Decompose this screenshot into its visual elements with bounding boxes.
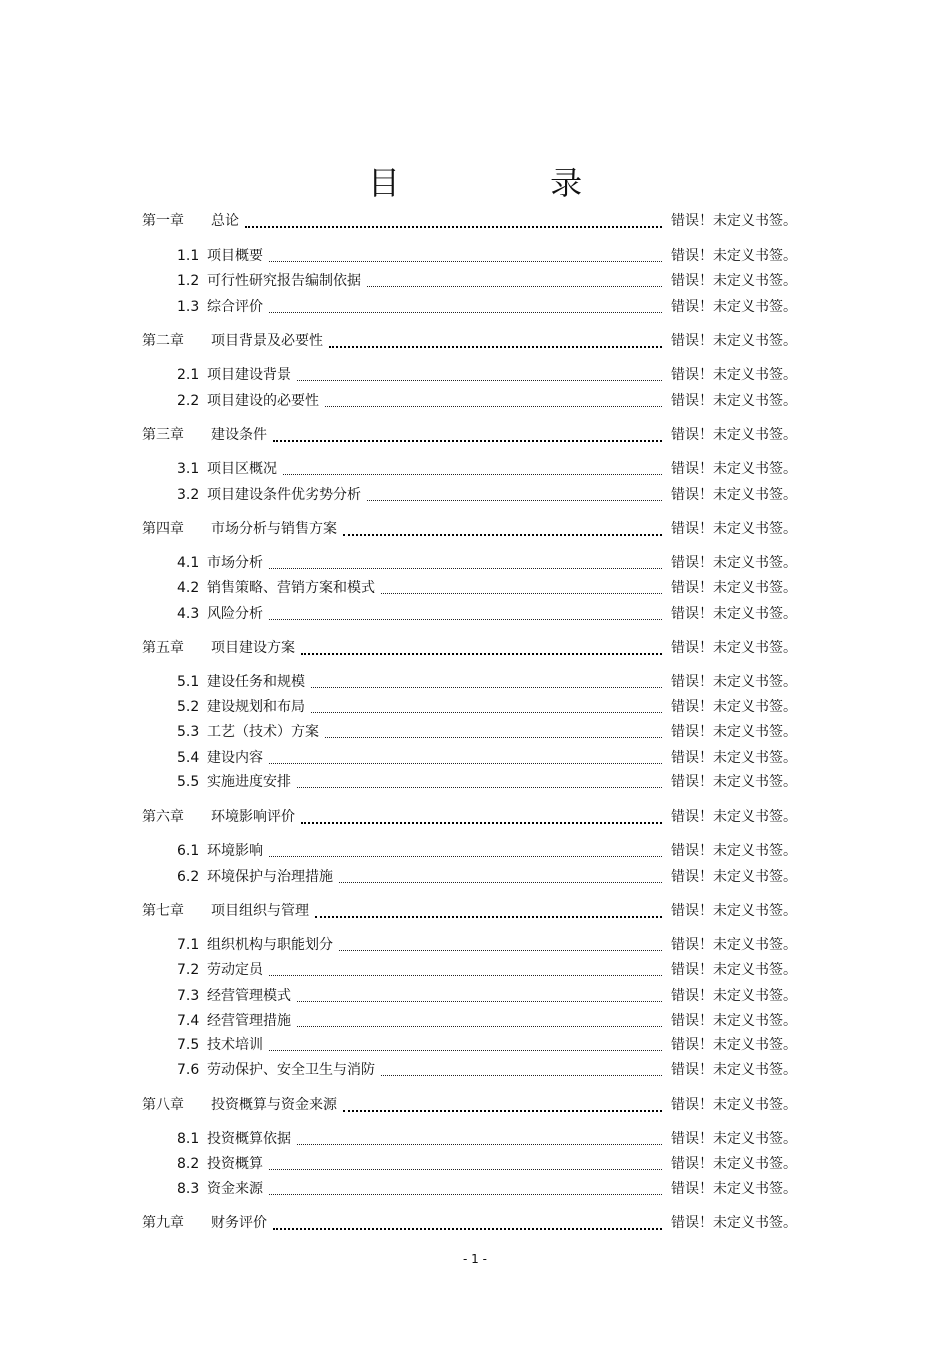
toc-entry-label [177, 721, 319, 743]
toc-page-ref: 错误！未定义书签。 [671, 962, 797, 978]
toc-entry-title: 项目建设的必要性 [207, 393, 319, 409]
toc-entry-label [177, 603, 263, 625]
toc-section-entry[interactable] [0, 1010, 950, 1032]
toc-leader-dots [381, 1065, 662, 1076]
toc-entry-number: 4.3 [177, 606, 200, 622]
toc-entry-number: 第四章 [142, 521, 184, 537]
page-number: - 1 - [463, 1252, 487, 1266]
toc-leader-dots [269, 846, 662, 857]
toc-entry-title: 财务评价 [211, 1215, 267, 1231]
toc-entry-number: 第六章 [142, 809, 184, 825]
toc-entry-number: 8.1 [177, 1131, 200, 1147]
toc-section-entry[interactable] [0, 270, 950, 292]
toc-entry-title: 投资概算依据 [207, 1131, 291, 1147]
toc-leader-dots [297, 370, 662, 381]
toc-entry-title: 技术培训 [207, 1037, 263, 1053]
toc-entry-label [177, 747, 263, 769]
toc-entry-number: 第五章 [142, 640, 184, 656]
toc-page-ref: 错误！未定义书签。 [671, 1215, 797, 1231]
toc-leader-dots [367, 276, 662, 287]
toc-page-ref: 错误！未定义书签。 [671, 248, 797, 264]
toc-leader-dots [339, 872, 662, 883]
toc-leader-dots [301, 812, 662, 824]
toc-section-entry[interactable] [0, 390, 950, 412]
toc-title: 目 录 [367, 164, 653, 202]
toc-page-ref: 错误！未定义书签。 [671, 903, 797, 919]
toc-entry-number: 2.2 [177, 393, 200, 409]
toc-entry-number: 7.4 [177, 1013, 200, 1029]
toc-page-ref: 错误！未定义书签。 [671, 988, 797, 1004]
toc-section-entry[interactable] [0, 552, 950, 574]
toc-entry-title: 劳动定员 [207, 962, 263, 978]
toc-section-entry[interactable] [0, 721, 950, 743]
toc-entry-label [177, 577, 375, 599]
toc-entry-title: 项目建设方案 [211, 640, 295, 656]
toc-page-ref: 错误！未定义书签。 [671, 640, 797, 656]
toc-entry-label [142, 806, 295, 828]
toc-section-entry[interactable] [0, 603, 950, 625]
toc-entry-title: 资金来源 [207, 1181, 263, 1197]
toc-entry-title: 建设条件 [211, 427, 267, 443]
toc-leader-dots [339, 940, 662, 951]
toc-leader-dots [269, 1159, 662, 1170]
toc-entry-number: 8.2 [177, 1156, 200, 1172]
toc-leader-dots [381, 583, 662, 594]
toc-entry-label [177, 866, 333, 888]
toc-chapter-entry[interactable] [0, 518, 950, 540]
toc-section-entry[interactable] [0, 959, 950, 981]
toc-entry-label [177, 985, 291, 1007]
toc-entry-title: 项目背景及必要性 [211, 333, 323, 349]
toc-entry-title: 建设内容 [207, 750, 263, 766]
toc-leader-dots [297, 1134, 662, 1145]
toc-entry-number: 5.1 [177, 674, 200, 690]
toc-page-ref: 错误！未定义书签。 [671, 724, 797, 740]
toc-leader-dots [269, 753, 662, 764]
toc-entry-label [177, 296, 263, 318]
toc-page-ref: 错误！未定义书签。 [671, 809, 797, 825]
toc-entry-label [177, 1178, 263, 1200]
toc-page-ref: 错误！未定义书签。 [671, 774, 797, 790]
toc-entry-label [177, 1059, 375, 1081]
toc-page-ref: 错误！未定义书签。 [671, 555, 797, 571]
toc-chapter-entry[interactable] [0, 637, 950, 659]
toc-section-entry[interactable] [0, 577, 950, 599]
toc-entry-number: 5.5 [177, 774, 200, 790]
toc-leader-dots [311, 677, 662, 688]
toc-entry-title: 项目建设条件优劣势分析 [207, 487, 361, 503]
toc-entry-title: 经营管理模式 [207, 988, 291, 1004]
toc-page-ref: 错误！未定义书签。 [671, 1156, 797, 1172]
toc-entry-label [177, 840, 263, 862]
toc-leader-dots [269, 609, 662, 620]
toc-entry-title: 环境保护与治理措施 [207, 869, 333, 885]
toc-section-entry[interactable] [0, 934, 950, 956]
toc-chapter-entry[interactable] [0, 330, 950, 352]
toc-chapter-entry[interactable] [0, 900, 950, 922]
toc-section-entry[interactable] [0, 747, 950, 769]
toc-leader-dots [283, 464, 662, 475]
toc-page-ref: 错误！未定义书签。 [671, 937, 797, 953]
toc-page-ref: 错误！未定义书签。 [671, 1013, 797, 1029]
toc-entry-label [142, 637, 295, 659]
toc-entry-number: 7.1 [177, 937, 200, 953]
toc-entry-number: 第一章 [142, 213, 184, 229]
toc-leader-dots [269, 302, 662, 313]
toc-entry-label [177, 671, 305, 693]
toc-leader-dots [269, 251, 662, 262]
toc-entry-title: 市场分析 [207, 555, 263, 571]
toc-entry-title: 工艺（技术）方案 [207, 724, 319, 740]
toc-entry-number: 4.1 [177, 555, 200, 571]
toc-entry-label [177, 934, 333, 956]
toc-entry-title: 可行性研究报告编制依据 [207, 273, 361, 289]
toc-section-entry[interactable] [0, 985, 950, 1007]
toc-entry-number: 1.3 [177, 299, 200, 315]
toc-page-ref: 错误！未定义书签。 [671, 843, 797, 859]
toc-page-ref: 错误！未定义书签。 [671, 606, 797, 622]
toc-page-ref: 错误！未定义书签。 [671, 1037, 797, 1053]
toc-entry-title: 项目组织与管理 [211, 903, 309, 919]
toc-leader-dots [269, 558, 662, 569]
toc-leader-dots [315, 906, 662, 918]
toc-leader-dots [273, 430, 662, 442]
toc-section-entry[interactable] [0, 484, 950, 506]
toc-leader-dots [273, 1218, 662, 1230]
toc-leader-dots [269, 965, 662, 976]
toc-leader-dots [343, 1100, 662, 1112]
toc-page-ref: 错误！未定义书签。 [671, 213, 797, 229]
toc-entry-number: 6.2 [177, 869, 200, 885]
toc-entry-title: 风险分析 [207, 606, 263, 622]
toc-page-ref: 错误！未定义书签。 [671, 869, 797, 885]
toc-section-entry[interactable] [0, 671, 950, 693]
toc-chapter-entry[interactable] [0, 424, 950, 446]
toc-leader-dots [297, 777, 662, 788]
toc-entry-label [177, 1010, 291, 1032]
toc-leader-dots [297, 991, 662, 1002]
toc-chapter-entry[interactable] [0, 1212, 950, 1234]
toc-entry-number: 8.3 [177, 1181, 200, 1197]
toc-page-ref: 错误！未定义书签。 [671, 580, 797, 596]
toc-entry-number: 第九章 [142, 1215, 184, 1231]
toc-leader-dots [301, 643, 662, 655]
toc-entry-title: 项目区概况 [207, 461, 277, 477]
toc-leader-dots [311, 702, 662, 713]
toc-entry-title: 劳动保护、安全卫生与消防 [207, 1062, 375, 1078]
toc-page-ref: 错误！未定义书签。 [671, 393, 797, 409]
toc-entry-label [142, 518, 337, 540]
toc-entry-label [177, 696, 305, 718]
toc-entry-label [177, 552, 263, 574]
toc-leader-dots [325, 396, 662, 407]
toc-entry-number: 5.3 [177, 724, 200, 740]
toc-entry-number: 1.1 [177, 248, 200, 264]
toc-page-ref: 错误！未定义书签。 [671, 461, 797, 477]
toc-entry-title: 环境影响评价 [211, 809, 295, 825]
toc-leader-dots [329, 336, 662, 348]
toc-page-ref: 错误！未定义书签。 [671, 333, 797, 349]
toc-section-entry[interactable] [0, 866, 950, 888]
toc-entry-number: 第八章 [142, 1097, 184, 1113]
toc-page-ref: 错误！未定义书签。 [671, 487, 797, 503]
toc-page-ref: 错误！未定义书签。 [671, 1097, 797, 1113]
toc-section-entry[interactable] [0, 458, 950, 480]
toc-page-ref: 错误！未定义书签。 [671, 699, 797, 715]
toc-section-entry[interactable] [0, 1178, 950, 1200]
toc-entry-title: 经营管理措施 [207, 1013, 291, 1029]
toc-entry-label [142, 1212, 267, 1234]
toc-section-entry[interactable] [0, 1153, 950, 1175]
toc-entry-label [177, 364, 291, 386]
toc-entry-label [177, 245, 263, 267]
toc-section-entry[interactable] [0, 245, 950, 267]
toc-entry-number: 7.2 [177, 962, 200, 978]
toc-entry-title: 投资概算与资金来源 [211, 1097, 337, 1113]
toc-section-entry[interactable] [0, 1128, 950, 1150]
toc-entry-label [177, 1153, 263, 1175]
toc-section-entry[interactable] [0, 1034, 950, 1056]
toc-entry-title: 销售策略、营销方案和模式 [207, 580, 375, 596]
toc-entry-label [177, 484, 361, 506]
toc-page-ref: 错误！未定义书签。 [671, 521, 797, 537]
toc-entry-number: 3.1 [177, 461, 200, 477]
toc-entry-title: 项目建设背景 [207, 367, 291, 383]
toc-entry-title: 建设规划和布局 [207, 699, 305, 715]
toc-section-entry[interactable] [0, 364, 950, 386]
toc-entry-title: 综合评价 [207, 299, 263, 315]
toc-leader-dots [269, 1184, 662, 1195]
toc-page-ref: 错误！未定义书签。 [671, 299, 797, 315]
toc-leader-dots [269, 1040, 662, 1051]
toc-entry-label [142, 210, 239, 232]
toc-entry-title: 环境影响 [207, 843, 263, 859]
toc-entry-number: 2.1 [177, 367, 200, 383]
toc-section-entry[interactable] [0, 696, 950, 718]
toc-page-ref: 错误！未定义书签。 [671, 367, 797, 383]
toc-leader-dots [297, 1016, 662, 1027]
toc-entry-number: 第二章 [142, 333, 184, 349]
toc-chapter-entry[interactable] [0, 210, 950, 232]
toc-page-ref: 错误！未定义书签。 [671, 674, 797, 690]
toc-entry-number: 7.5 [177, 1037, 200, 1053]
toc-section-entry[interactable] [0, 1059, 950, 1081]
toc-entry-label [142, 1094, 337, 1116]
toc-chapter-entry[interactable] [0, 1094, 950, 1116]
toc-entry-number: 第三章 [142, 427, 184, 443]
toc-section-entry[interactable] [0, 296, 950, 318]
toc-entry-number: 7.3 [177, 988, 200, 1004]
toc-section-entry[interactable] [0, 771, 950, 793]
toc-page-ref: 错误！未定义书签。 [671, 273, 797, 289]
toc-entry-title: 实施进度安排 [207, 774, 291, 790]
toc-entry-title: 项目概要 [207, 248, 263, 264]
toc-entry-label [177, 270, 361, 292]
toc-entry-number: 6.1 [177, 843, 200, 859]
toc-entry-label [177, 771, 291, 793]
toc-entry-label [177, 390, 319, 412]
toc-entry-label [142, 330, 323, 352]
toc-entry-number: 7.6 [177, 1062, 200, 1078]
toc-entry-title: 总论 [211, 213, 239, 229]
toc-leader-dots [245, 216, 662, 228]
toc-entry-number: 第七章 [142, 903, 184, 919]
toc-entry-title: 投资概算 [207, 1156, 263, 1172]
toc-page-ref: 错误！未定义书签。 [671, 427, 797, 443]
toc-entry-label [142, 424, 267, 446]
toc-entry-title: 建设任务和规模 [207, 674, 305, 690]
toc-entry-number: 3.2 [177, 487, 200, 503]
toc-chapter-entry[interactable] [0, 806, 950, 828]
toc-leader-dots [367, 490, 662, 501]
toc-leader-dots [325, 727, 662, 738]
toc-entry-title: 市场分析与销售方案 [211, 521, 337, 537]
toc-entry-number: 5.4 [177, 750, 200, 766]
toc-entry-title: 组织机构与职能划分 [207, 937, 333, 953]
toc-section-entry[interactable] [0, 840, 950, 862]
toc-page-ref: 错误！未定义书签。 [671, 1181, 797, 1197]
toc-entry-label [177, 1128, 291, 1150]
toc-entry-label [177, 458, 277, 480]
toc-entry-label [142, 900, 309, 922]
toc-page-ref: 错误！未定义书签。 [671, 1131, 797, 1147]
toc-entry-label [177, 1034, 263, 1056]
toc-leader-dots [343, 524, 662, 536]
toc-entry-label [177, 959, 263, 981]
toc-page-ref: 错误！未定义书签。 [671, 750, 797, 766]
toc-entry-number: 4.2 [177, 580, 200, 596]
toc-entry-number: 5.2 [177, 699, 200, 715]
toc-entry-number: 1.2 [177, 273, 200, 289]
toc-page-ref: 错误！未定义书签。 [671, 1062, 797, 1078]
